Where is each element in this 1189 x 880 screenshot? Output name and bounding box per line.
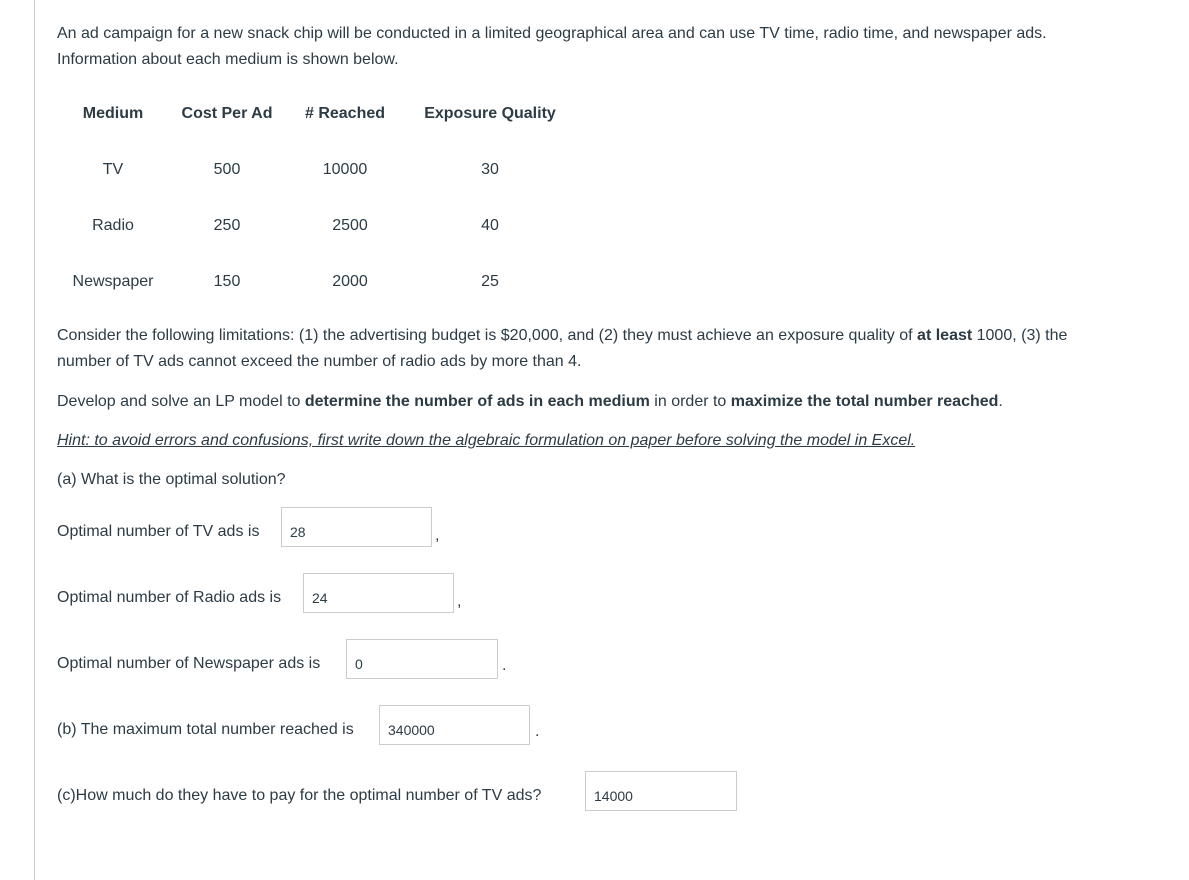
header-medium: Medium <box>82 105 144 122</box>
radio-ads-comma: , <box>457 593 462 610</box>
limitations-line-2: number of TV ads cannot exceed the number of radio ads by more than 4. <box>57 353 582 370</box>
limitations-part-2: 1000, (3) the <box>972 327 1068 344</box>
header-cost-per-ad: Cost Per Ad <box>181 105 273 122</box>
hint-text <box>57 428 1167 454</box>
tv-ads-label: Optimal number of TV ads is <box>57 523 260 540</box>
intro-line-2: Information about each medium is shown below. <box>57 51 399 68</box>
question-c-label: (c)How much do they have to pay for the optimal number of TV ads? <box>57 787 542 804</box>
max-reached-input[interactable] <box>379 705 530 745</box>
question-a: (a) What is the optimal solution? <box>57 471 286 488</box>
left-border <box>34 0 35 880</box>
row-tv-reached: 10000 <box>322 161 368 178</box>
row-newspaper-medium: Newspaper <box>72 273 154 290</box>
row-tv-medium: TV <box>102 161 124 178</box>
row-newspaper-cost: 150 <box>213 273 241 290</box>
intro-text <box>57 21 1167 73</box>
task-part-3: . <box>998 393 1003 410</box>
task-text <box>57 389 1167 415</box>
tv-ads-input[interactable] <box>281 507 432 547</box>
limitations-bold-at-least: at least <box>917 327 973 344</box>
intro-line-1: An ad campaign for a new snack chip will be conducted in a limited geographical area and can use TV time, radio time, and newspaper ads. <box>57 25 1047 42</box>
newspaper-ads-input[interactable] <box>346 639 498 679</box>
newspaper-ads-label: Optimal number of Newspaper ads is <box>57 655 321 672</box>
hint: Hint: to avoid errors and confusions, first write down the algebraic formulation on paper before solving the model in Excel. <box>57 432 916 449</box>
tv-ads-comma: , <box>435 527 440 544</box>
row-radio-reached: 2500 <box>332 217 368 234</box>
row-tv-cost: 500 <box>213 161 241 178</box>
task-bold-2: maximize the total number reached <box>730 393 999 410</box>
task-bold-1: determine the number of ads in each medium <box>304 393 650 410</box>
row-newspaper-exposure: 25 <box>481 273 499 290</box>
question-b-label: (b) The maximum total number reached is <box>57 721 354 738</box>
limitations-part-1: Consider the following limitations: (1) the advertising budget is $20,000, and (2) they must achieve an exposure quality of <box>57 327 918 344</box>
row-tv-exposure: 30 <box>481 161 499 178</box>
task-part-2: in order to <box>649 393 731 410</box>
limitations-text <box>57 323 1167 375</box>
row-radio-cost: 250 <box>213 217 241 234</box>
newspaper-ads-period: . <box>502 657 507 674</box>
tv-cost-input[interactable] <box>585 771 737 811</box>
row-radio-medium: Radio <box>92 217 134 234</box>
header-reached: # Reached <box>304 105 386 122</box>
radio-ads-input[interactable] <box>303 573 454 613</box>
header-exposure-quality: Exposure Quality <box>424 105 556 122</box>
task-part-1: Develop and solve an LP model to <box>57 393 305 410</box>
radio-ads-label: Optimal number of Radio ads is <box>57 589 282 606</box>
row-newspaper-reached: 2000 <box>332 273 368 290</box>
question-b-period: . <box>535 723 540 740</box>
row-radio-exposure: 40 <box>481 217 499 234</box>
